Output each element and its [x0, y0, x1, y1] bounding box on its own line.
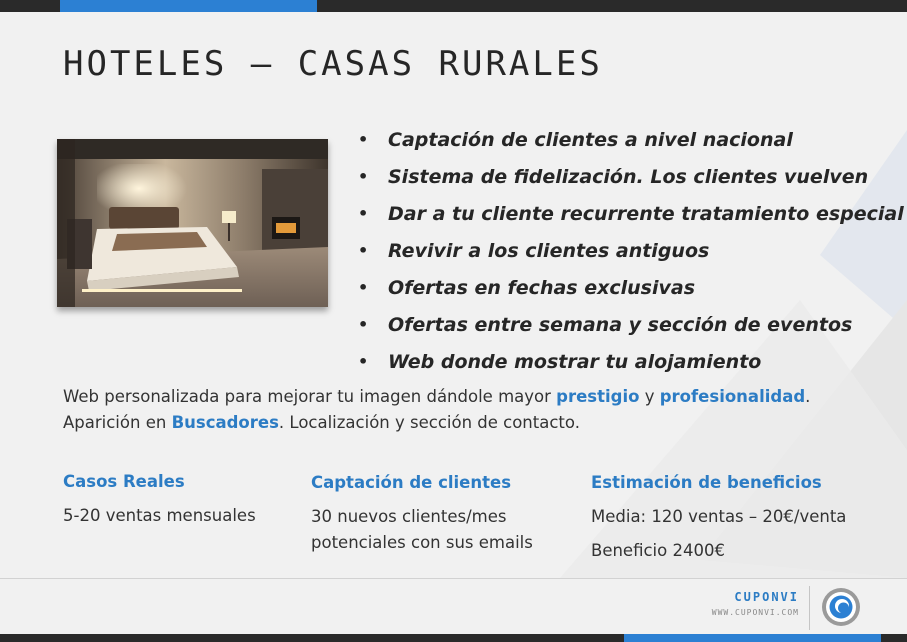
- list-item: [358, 165, 904, 202]
- column-captacion: [311, 473, 533, 556]
- column-heading: Estimación de beneficios: [591, 473, 822, 492]
- column-casos-reales: [63, 472, 256, 529]
- eye-logo-icon: [821, 587, 861, 627]
- column-heading: Casos Reales: [63, 472, 185, 491]
- list-item: [358, 350, 904, 387]
- footer-divider: [0, 578, 907, 579]
- bullet-icon: •: [358, 241, 369, 260]
- column-heading: Captación de clientes: [311, 473, 512, 492]
- feature-list: [358, 128, 904, 387]
- bullet-icon: •: [358, 278, 369, 297]
- list-item: [358, 313, 904, 350]
- list-item: [358, 239, 904, 276]
- bullet-icon: •: [358, 315, 369, 334]
- bullet-icon: •: [358, 167, 369, 186]
- column-estimacion: [591, 473, 846, 564]
- paragraph-text: Aparición en: [63, 413, 172, 432]
- column-text: 5-20 ventas mensuales: [63, 506, 256, 525]
- column-text: Media: 120 ventas – 20€/venta: [591, 507, 847, 526]
- brand-url[interactable]: WWW.CUPONVI.COM: [711, 608, 799, 617]
- list-item-label: Sistema de fidelización. Los clientes vuelven: [388, 166, 869, 188]
- column-text: 30 nuevos clientes/mes: [311, 507, 507, 526]
- bullet-icon: •: [358, 352, 369, 371]
- highlight-profesionalidad: profesionalidad: [659, 387, 806, 406]
- list-item-label: Ofertas en fechas exclusivas: [388, 277, 695, 299]
- column-text: potenciales con sus emails: [311, 533, 533, 552]
- hotel-photo: [57, 139, 328, 307]
- description-paragraph: [63, 384, 863, 436]
- footer-separator: [809, 586, 810, 630]
- footer-brand: [712, 590, 799, 617]
- list-item: [358, 276, 904, 313]
- list-item-label: Captación de clientes a nivel nacional: [388, 129, 793, 151]
- list-item-label: Dar a tu cliente recurrente tratamiento especial: [388, 203, 904, 225]
- list-item-label: Revivir a los clientes antiguos: [388, 240, 710, 262]
- list-item-label: Ofertas entre semana y sección de eventos: [388, 314, 853, 336]
- list-item-label: Web donde mostrar tu alojamiento: [388, 351, 762, 373]
- bullet-icon: •: [358, 130, 369, 149]
- paragraph-text: y: [639, 387, 660, 406]
- brand-name: CUPONVI: [734, 590, 799, 604]
- paragraph-text: .: [805, 387, 811, 406]
- highlight-buscadores: Buscadores: [171, 413, 279, 432]
- paragraph-text: . Localización y sección de contacto.: [278, 413, 580, 432]
- bullet-icon: •: [358, 204, 369, 223]
- list-item: [358, 128, 904, 165]
- hotel-bedroom-image: [57, 139, 328, 307]
- highlight-prestigio: prestigio: [556, 387, 640, 406]
- list-item: [358, 202, 904, 239]
- paragraph-text: Web personalizada para mejorar tu imagen dándole mayor: [63, 387, 557, 406]
- page-title: HOTELES – CASAS RURALES: [63, 44, 603, 84]
- column-text: Beneficio 2400€: [591, 541, 725, 560]
